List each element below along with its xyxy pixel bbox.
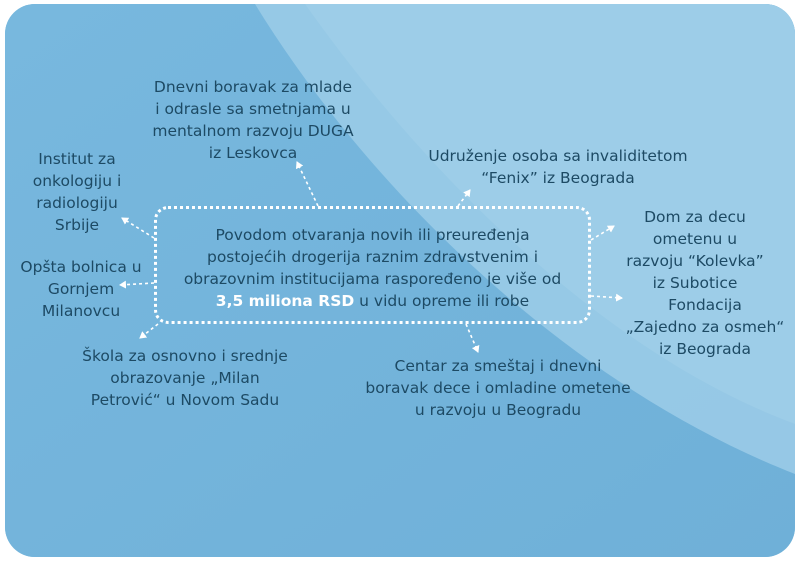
center-line-2: postojećih drogerija raznim zdravstvenim i — [206, 248, 539, 266]
arrow-to-duga — [297, 162, 318, 206]
recipient-skola: Škola za osnovno i srednje obrazovanje „Milan Petrović“ u Novom Sadu — [82, 347, 288, 409]
recipient-centar: Centar za smeštaj i dnevni boravak dece i omladine ometene u razvoju u Beogradu — [365, 357, 631, 419]
recipient-institut: Institut za onkologiju i radiologiju Srbije — [32, 150, 122, 234]
recipient-bolnica: Opšta bolnica u Gornjem Milanovcu — [20, 258, 142, 320]
arrow-to-skola — [140, 324, 158, 338]
center-line-4-tail: u vidu opreme ili robe — [354, 292, 530, 310]
recipient-fenix: Udruženje osoba sa invaliditetom “Fenix” iz Beograda — [428, 147, 688, 187]
center-text — [154, 224, 591, 312]
recipient-kolevka: Dom za decu ometenu u razvoju “Kolevka” iz Subotice — [626, 208, 764, 292]
center-line-1: Povodom otvaranja novih ili preuređenja — [215, 226, 530, 244]
recipient-duga: Dnevni boravak za mlade i odrasle sa smetnjama u mentalnom razvoju DUGA iz Leskovca — [152, 78, 354, 162]
arrow-to-fenix — [458, 190, 470, 206]
amount-highlight: 3,5 miliona RSD — [215, 292, 355, 310]
center-line-3: obrazovnim institucijama raspoređeno je više od — [183, 270, 562, 288]
arrow-to-centar — [466, 324, 478, 352]
recipient-fondacija: Fondacija „Zajedno za osmeh“ iz Beograda — [625, 296, 785, 358]
